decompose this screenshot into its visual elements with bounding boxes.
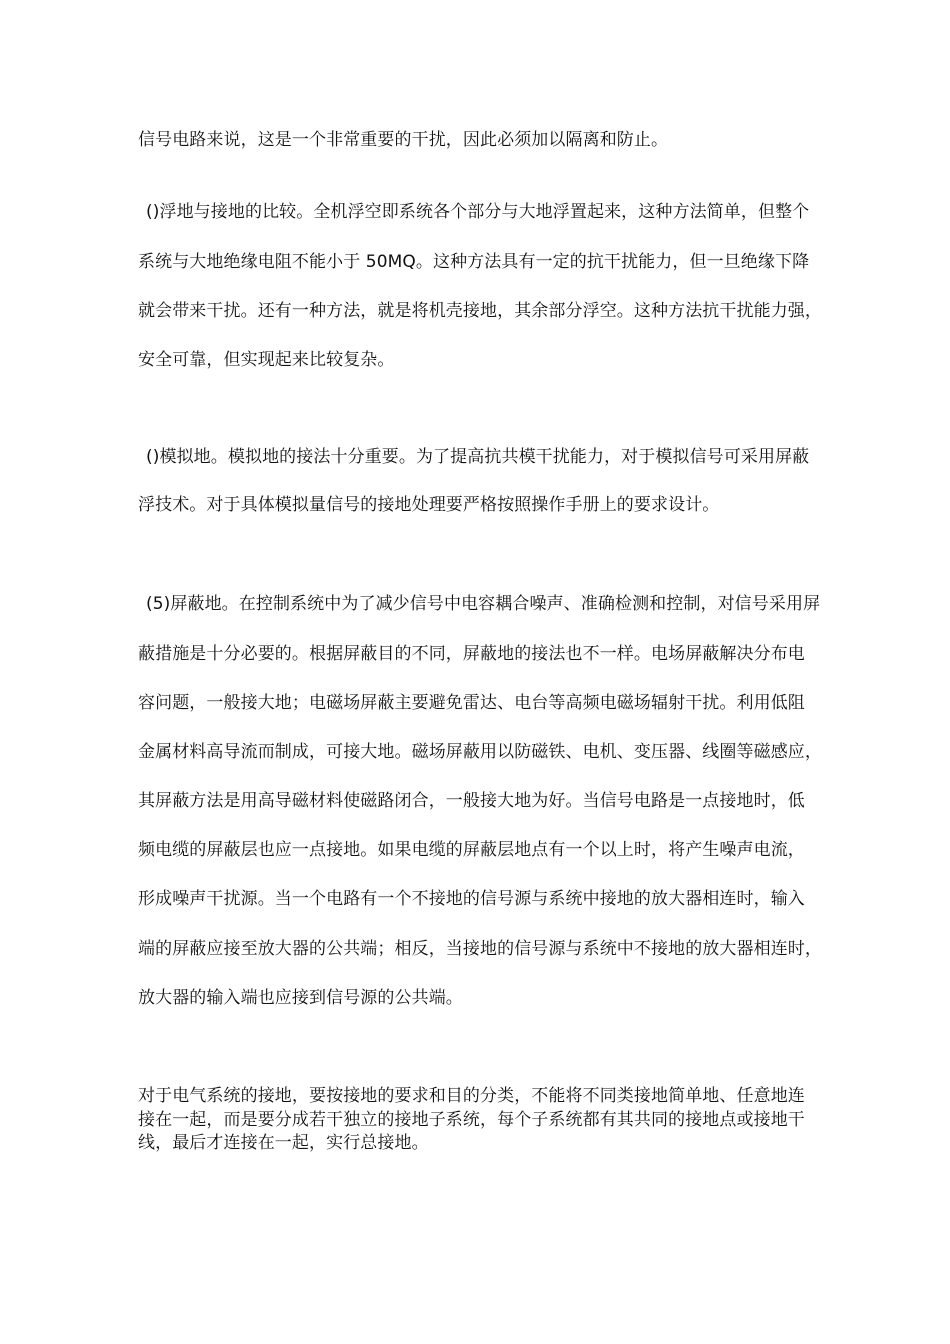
paragraph-4-line-5: 其屏蔽方法是用高导磁材料使磁路闭合，一般接大地为好。当信号电路是一点接地时，低 bbox=[138, 791, 805, 811]
paragraph-4-line-2: 蔽措施是十分必要的。根据屏蔽目的不同，屏蔽地的接法也不一样。电场屏蔽解决分布电 bbox=[138, 644, 805, 664]
paragraph-4-line-1: (5)屏蔽地。在控制系统中为了减少信号中电容耦合噪声、准确检测和控制，对信号采用屏 bbox=[146, 594, 821, 614]
paragraph-5-line-3: 线，最后才连接在一起，实行总接地。 bbox=[138, 1133, 429, 1153]
paragraph-2-line-2: 系统与大地绝缘电阻不能小于 50MQ。这种方法具有一定的抗干扰能力，但一旦绝缘下降 bbox=[138, 252, 810, 272]
paragraph-4-line-7: 形成噪声干扰源。当一个电路有一个不接地的信号源与系统中接地的放大器相连时，输入 bbox=[138, 889, 805, 909]
paragraph-4-line-4: 金属材料高导流而制成，可接大地。磁场屏蔽用以防磁铁、电机、变压器、线圈等磁感应， bbox=[138, 742, 822, 762]
paragraph-2-line-3: 就会带来干扰。还有一种方法，就是将机壳接地，其余部分浮空。这种方法抗干扰能力强， bbox=[138, 301, 822, 321]
paragraph-2-line-4: 安全可靠，但实现起来比较复杂。 bbox=[138, 350, 395, 370]
paragraph-4-line-3: 容问题，一般接大地；电磁场屏蔽主要避免雷达、电台等高频电磁场辐射干扰。利用低阻 bbox=[138, 693, 805, 713]
paragraph-4-line-6: 频电缆的屏蔽层也应一点接地。如果电缆的屏蔽层地点有一个以上时，将产生噪声电流， bbox=[138, 840, 805, 860]
paragraph-4-line-9: 放大器的输入端也应接到信号源的公共端。 bbox=[138, 988, 463, 1008]
paragraph-1-line-1: 信号电路来说，这是一个非常重要的干扰，因此必须加以隔离和防止。 bbox=[138, 130, 669, 150]
paragraph-5-line-2: 接在一起，而是要分成若干独立的接地子系统，每个子系统都有其共同的接地点或接地干 bbox=[138, 1110, 805, 1130]
paragraph-4-line-8: 端的屏蔽应接至放大器的公共端；相反，当接地的信号源与系统中不接地的放大器相连时， bbox=[138, 939, 822, 959]
paragraph-3-line-2: 浮技术。对于具体模拟量信号的接地处理要严格按照操作手册上的要求设计。 bbox=[138, 495, 720, 515]
paragraph-5-line-1: 对于电气系统的接地，要按接地的要求和目的分类，不能将不同类接地简单地、任意地连 bbox=[138, 1086, 805, 1106]
paragraph-2-line-1: ()浮地与接地的比较。全机浮空即系统各个部分与大地浮置起来，这种方法简单，但整个 bbox=[146, 202, 810, 222]
paragraph-3-line-1: ()模拟地。模拟地的接法十分重要。为了提高抗共模干扰能力，对于模拟信号可采用屏蔽 bbox=[146, 447, 810, 467]
